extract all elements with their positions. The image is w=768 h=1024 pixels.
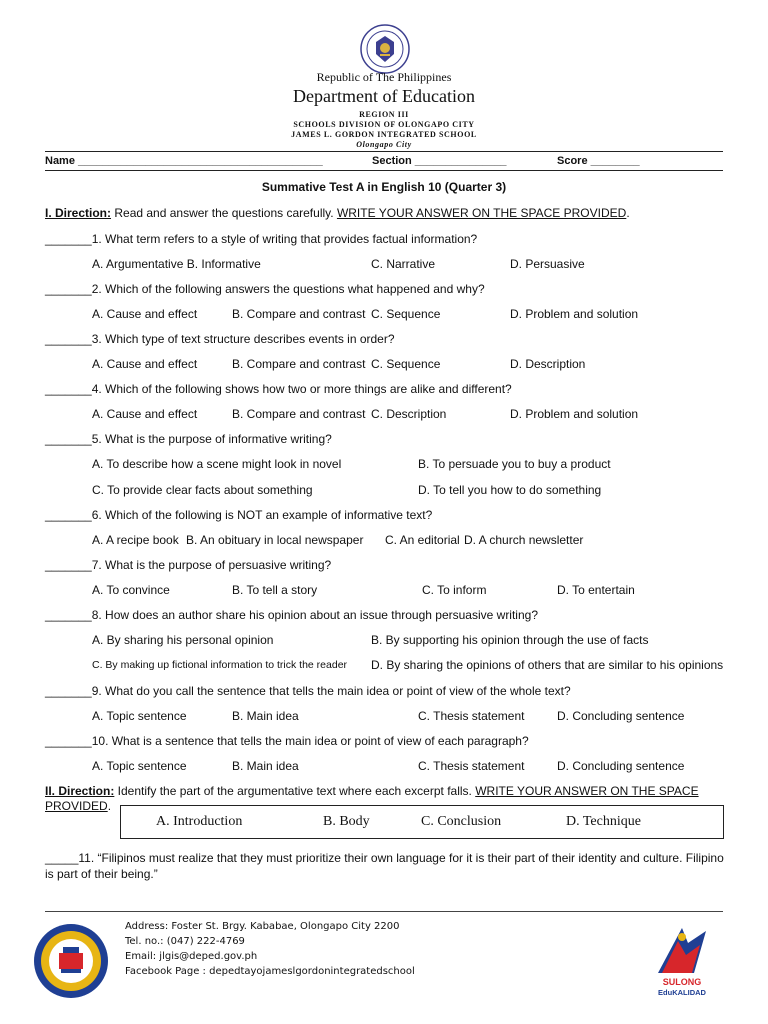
section-field[interactable]: Section _______________ — [372, 155, 507, 167]
q9-option-d: D. Concluding sentence — [557, 709, 685, 723]
direction-1-end: . — [626, 206, 630, 220]
edukalidad-text: EduKALIDAD — [658, 988, 706, 997]
q1-option-c: C. Narrative — [371, 257, 436, 271]
q3-option-d: D. Description — [510, 357, 586, 371]
question-10: _______10. What is a sentence that tells the main idea or point of view of each paragraph? — [45, 734, 529, 748]
name-field[interactable]: Name ________________________________________ — [45, 155, 323, 167]
q6-option-d: D. A church newsletter — [464, 533, 584, 547]
q6-option-a: A. A recipe book — [92, 533, 179, 547]
q9-option-b: B. Main idea — [232, 709, 299, 723]
q3-option-c: C. Sequence — [371, 357, 441, 371]
question-8: _______8. How does an author share his opinion about an issue through persuasive writing? — [45, 608, 538, 622]
q6-option-b: B. An obituary in local newspaper — [186, 533, 364, 547]
q1-option-ab: A. Argumentative B. Informative — [92, 257, 261, 271]
header-divider — [45, 151, 723, 152]
choices-box — [120, 805, 724, 839]
q4-option-a: A. Cause and effect — [92, 407, 198, 421]
q9-option-a: A. Topic sentence — [92, 709, 187, 723]
q8-option-d: D. By sharing the opinions of others that are similar to his opinions — [371, 658, 724, 672]
footer-tel: Tel. no.: (047) 222-4769 — [125, 936, 245, 947]
question-4: _______4. Which of the following shows how two or more things are alike and different? — [45, 382, 512, 396]
q5-option-a: A. To describe how a scene might look in novel — [92, 457, 342, 471]
question-6: _______6. Which of the following is NOT an example of informative text? — [45, 508, 433, 522]
question-1: _______1. What term refers to a style of writing that provides factual information? — [45, 232, 478, 246]
score-field[interactable]: Score ________ — [557, 155, 640, 167]
q1-option-d: D. Persuasive — [510, 257, 585, 271]
q3-option-b: B. Compare and contrast — [232, 357, 366, 371]
q2-option-c: C. Sequence — [371, 307, 441, 321]
sulong-edukalidad-logo-icon — [648, 923, 716, 998]
sulong-text: SULONG — [662, 977, 702, 987]
q10-option-c: C. Thesis statement — [418, 759, 525, 773]
q5-option-d: D. To tell you how to do something — [418, 483, 602, 497]
q5-option-b: B. To persuade you to buy a product — [418, 457, 611, 471]
choice-d: D. Technique — [566, 814, 641, 829]
question-11: _____11. “Filipinos must realize that they must prioritize their own language for it is their part of their identity and culture. Filipino is part of their being.” — [45, 851, 724, 881]
q6-option-c: C. An editorial — [385, 533, 460, 547]
q10-option-d: D. Concluding sentence — [557, 759, 685, 773]
choice-a: A. Introduction — [156, 814, 243, 829]
direction-2-end: . — [107, 799, 112, 813]
republic-text: Republic of The Philippines — [316, 70, 452, 84]
q2-option-d: D. Problem and solution — [510, 307, 639, 321]
fields-divider — [45, 170, 723, 171]
footer-facebook[interactable]: Facebook Page : depedtayojameslgordonintegratedschool — [125, 966, 415, 977]
q10-option-a: A. Topic sentence — [92, 759, 187, 773]
direction-1-label: I. Direction: — [45, 206, 112, 220]
deped-seal-icon — [360, 24, 410, 74]
footer-address: Address: Foster St. Brgy. Kababae, Olongapo City 2200 — [125, 921, 400, 932]
q2-option-b: B. Compare and contrast — [232, 307, 366, 321]
q9-option-c: C. Thesis statement — [418, 709, 525, 723]
q4-option-d: D. Problem and solution — [510, 407, 639, 421]
question-7: _______7. What is the purpose of persuasive writing? — [45, 558, 332, 572]
q4-option-c: C. Description — [371, 407, 447, 421]
school-text: JAMES L. GORDON INTEGRATED SCHOOL — [291, 130, 477, 139]
footer-email[interactable]: Email: jlgis@deped.gov.ph — [125, 951, 258, 962]
q4-option-b: B. Compare and contrast — [232, 407, 366, 421]
direction-2-label: II. Direction: — [45, 784, 115, 798]
choice-c: C. Conclusion — [421, 814, 502, 829]
q8-option-a: A. By sharing his personal opinion — [92, 633, 274, 647]
q8-option-b: B. By supporting his opinion through the use of facts — [371, 633, 649, 647]
direction-1-text: Read and answer the questions carefully. — [111, 206, 337, 220]
q7-option-d: D. To entertain — [557, 583, 635, 597]
direction-2-emphasis: WRITE YOUR ANSWER ON THE SPACE — [475, 784, 699, 798]
test-title: Summative Test A in English 10 (Quarter 3) — [261, 180, 507, 194]
q7-option-c: C. To inform — [422, 583, 487, 597]
q2-option-a: A. Cause and effect — [92, 307, 198, 321]
footer-divider — [45, 911, 723, 912]
q7-option-b: B. To tell a story — [232, 583, 318, 597]
q10-option-b: B. Main idea — [232, 759, 299, 773]
q8-option-c: C. By making up fictional information to trick the reader — [92, 659, 348, 671]
q7-option-a: A. To convince — [92, 583, 170, 597]
direction-2-text: Identify the part of the argumentative text where each excerpt falls. — [114, 784, 476, 798]
direction-1-emphasis: WRITE YOUR ANSWER ON THE SPACE PROVIDED — [336, 206, 627, 220]
choice-b: B. Body — [323, 814, 370, 829]
division-text: SCHOOLS DIVISION OF OLONGAPO CITY — [293, 120, 475, 129]
department-title: Department of Education — [293, 86, 475, 106]
question-9: _______9. What do you call the sentence that tells the main idea or point of view of the whole text? — [45, 684, 571, 698]
q5-option-c: C. To provide clear facts about something — [92, 483, 313, 497]
region-text: REGION III — [359, 110, 409, 119]
direction-1 — [45, 206, 725, 220]
city-text: Olongapo City — [356, 140, 412, 149]
direction-2-emphasis-2: PROVIDED — [45, 799, 108, 813]
question-5: _______5. What is the purpose of informative writing? — [45, 432, 332, 446]
q3-option-a: A. Cause and effect — [92, 357, 198, 371]
school-logo-icon — [33, 923, 109, 999]
question-2: _______2. Which of the following answers the questions what happened and why? — [45, 282, 485, 296]
question-3: _______3. Which type of text structure describes events in order? — [45, 332, 395, 346]
